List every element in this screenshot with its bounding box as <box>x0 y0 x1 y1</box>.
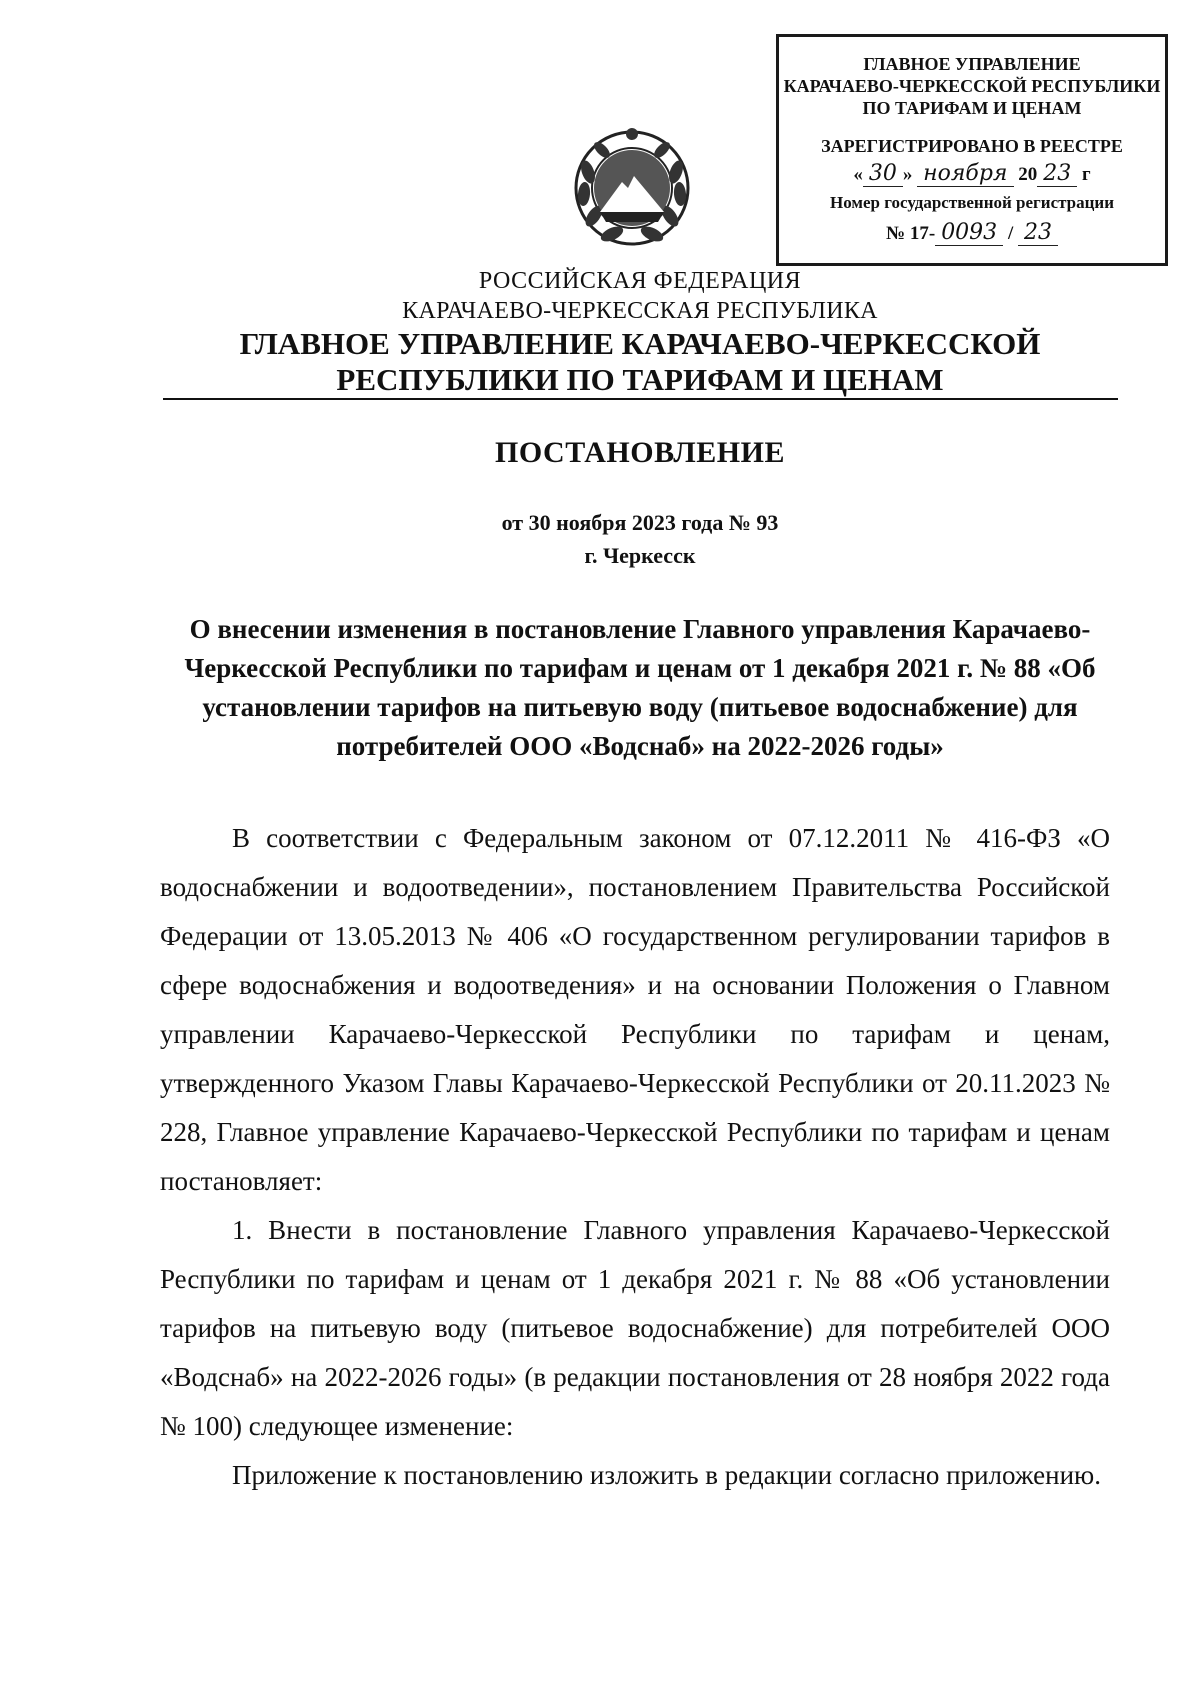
stamp-date <box>779 163 1165 186</box>
document-body <box>160 814 1110 1500</box>
stamp-reg-year: 23 <box>1018 220 1058 246</box>
header-divider <box>163 398 1118 400</box>
document-city: г. Черкесск <box>584 543 696 568</box>
stamp-line-3: ПО ТАРИФАМ И ЦЕНАМ <box>862 98 1082 118</box>
header-region: КАРАЧАЕВО-ЧЕРКЕССКАЯ РЕСПУБЛИКА <box>402 298 878 324</box>
registration-stamp <box>776 34 1168 266</box>
body-paragraph-3: Приложение к постановлению изложить в редакции согласно приложению. <box>232 1460 1101 1490</box>
document-type: ПОСТАНОВЛЕНИЕ <box>495 436 785 469</box>
stamp-reg-value: 0093 <box>935 220 1003 246</box>
stamp-line-2: КАРАЧАЕВО-ЧЕРКЕССКОЙ РЕСПУБЛИКИ <box>783 76 1161 96</box>
stamp-date-year-prefix: 20 <box>1018 164 1038 185</box>
coat-of-arms-emblem <box>570 122 694 256</box>
header-organization-line-1: ГЛАВНОЕ УПРАВЛЕНИЕ КАРАЧАЕВО-ЧЕРКЕССКОЙ <box>239 326 1041 361</box>
stamp-date-day: 30 <box>863 161 903 187</box>
document-date-number: от 30 ноября 2023 года № 93 <box>501 510 779 535</box>
stamp-date-mid: » <box>902 164 913 185</box>
stamp-reg-number <box>779 222 1165 245</box>
header-country: РОССИЙСКАЯ ФЕДЕРАЦИЯ <box>478 268 802 294</box>
stamp-date-month: ноября <box>917 161 1013 187</box>
stamp-registered: ЗАРЕГИСТРИРОВАНО В РЕЕСТРЕ <box>821 136 1123 156</box>
body-paragraph-1: В соответствии с Федеральным законом от 07.12.2011 № 416-ФЗ «О водоснабжении и водоотведении», постановлением Правительства Российской Федерации от 13.05.2013 № 406 «О государственном регулировании тарифов в сфере водоснабжения и водоотведения» и на основании Положения о Главном управлении Карачаево-Черкесской Республики по тарифам и ценам, утвержденного Указом Главы Карачаево-Черкесской Республики от 20.11.2023 № 228, Главное управление Карачаево-Черкесской Республики по тарифам и ценам постановляет: <box>160 823 1110 1196</box>
header-organization-line-2: РЕСПУБЛИКИ ПО ТАРИФАМ И ЦЕНАМ <box>336 362 944 397</box>
stamp-reg-slash: / <box>1007 223 1014 244</box>
document-title: О внесении изменения в постановление Главного управления Карачаево-Черкесской Республики по тарифам и ценам от 1 декабря 2021 г. № 88 «Об установлении тарифов на питьевую воду (питьевое водоснабжение) для потребителей ООО «Водснаб» на 2022-2026 годы» <box>184 614 1096 761</box>
stamp-reg-label: Номер государственной регистрации <box>829 193 1115 212</box>
stamp-line-1: ГЛАВНОЕ УПРАВЛЕНИЕ <box>863 54 1081 74</box>
stamp-reg-prefix: № 17- <box>886 223 936 244</box>
stamp-date-year: 23 <box>1037 161 1077 187</box>
stamp-date-g: г <box>1082 164 1091 185</box>
body-paragraph-2: 1. Внести в постановление Главного управления Карачаево-Черкесской Республики по тарифам и ценам от 1 декабря 2021 г. № 88 «Об установлении тарифов на питьевую воду (питьевое водоснабжение) для потребителей ООО «Водснаб» на 2022-2026 годы» (в редакции постановления от 28 ноября 2022 года № 100) следующее изменение: <box>160 1215 1110 1441</box>
stamp-date-open: « <box>853 164 863 185</box>
